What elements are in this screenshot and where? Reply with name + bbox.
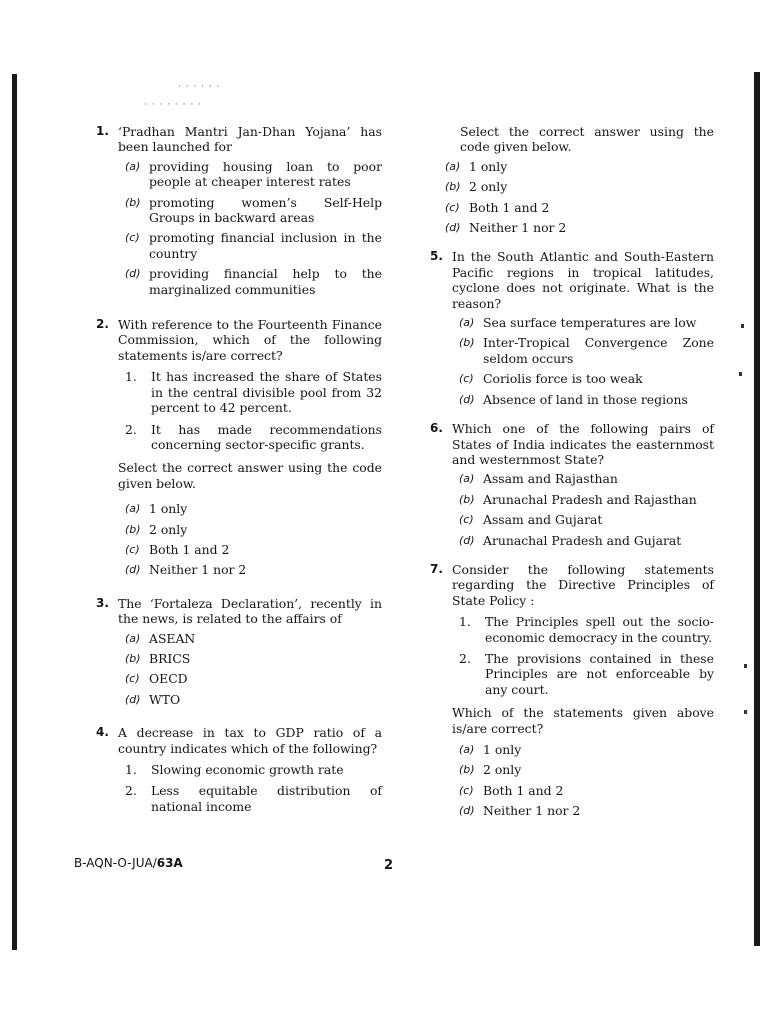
option-text: providing housing loan to poor people at cheaper interest rates — [149, 158, 382, 190]
option-a — [452, 471, 714, 486]
option-label: (a) — [459, 472, 475, 486]
page-scan-edge-left — [12, 74, 17, 950]
option-label: (b) — [459, 492, 475, 506]
booklet-code-series: 63A — [156, 856, 183, 870]
question-number: 1. — [96, 124, 109, 138]
option-text: 1 only — [149, 501, 188, 517]
option-text: Both 1 and 2 — [149, 541, 230, 557]
option-text: Neither 1 nor 2 — [469, 220, 567, 236]
option-text: ASEAN — [149, 630, 196, 646]
option-label: (c) — [445, 200, 460, 214]
options-list — [452, 315, 714, 407]
question-text: With reference to the Fourteenth Finance Commission, which of the following statements is/are correct? — [118, 317, 382, 363]
option-text: promoting financial inclusion in the country — [149, 230, 382, 261]
select-instruction: Which of the statements given above is/are correct? — [452, 705, 714, 736]
option-label: (a) — [125, 159, 141, 173]
page-scan-edge-right — [754, 72, 760, 946]
statement-1 — [452, 614, 714, 645]
options-list — [452, 471, 714, 548]
option-label: (c) — [459, 513, 474, 527]
question-number: 6. — [430, 421, 443, 436]
option-text: Neither 1 nor 2 — [483, 803, 581, 819]
option-label: (a) — [125, 631, 141, 645]
option-c — [118, 542, 382, 557]
option-text: Assam and Gujarat — [483, 512, 603, 528]
option-c — [452, 371, 714, 386]
option-label: (c) — [125, 672, 140, 686]
option-text: providing financial help to the marginalized communities — [149, 266, 382, 297]
question-number: 7. — [430, 561, 443, 576]
question-number: 4. — [96, 725, 109, 740]
option-a — [452, 742, 714, 757]
statement-text: It has made recommendations concerning sector-specific grants. — [151, 421, 382, 452]
option-text: Inter-Tropical Convergence Zone seldom occurs — [483, 335, 714, 366]
question-7 — [430, 562, 714, 819]
option-label: (b) — [125, 195, 141, 209]
option-label: (d) — [125, 267, 141, 281]
option-label: (b) — [459, 763, 475, 777]
option-label: (d) — [459, 804, 475, 818]
option-c — [118, 230, 382, 261]
option-label: (d) — [445, 221, 461, 235]
statement-1 — [118, 762, 382, 777]
question-text: The ‘Fortaleza Declaration’, recently in the news, is related to the affairs of — [118, 595, 382, 627]
option-label: (c) — [125, 231, 140, 245]
scan-mark — [744, 710, 747, 714]
question-text: Which one of the following pairs of States of India indicates the easternmost and westernmost State? — [452, 421, 714, 467]
booklet-code — [74, 856, 183, 870]
statement-text: Less equitable distribution of national income — [151, 783, 382, 814]
question-number: 3. — [96, 595, 109, 610]
question-number: 5. — [430, 249, 443, 264]
option-text: Arunachal Pradesh and Gujarat — [483, 532, 682, 548]
option-d — [118, 266, 382, 297]
option-text: Assam and Rajasthan — [483, 471, 618, 487]
scan-mark — [739, 372, 742, 376]
option-b — [452, 762, 714, 777]
option-b — [118, 651, 382, 666]
option-b — [452, 492, 714, 507]
question-3 — [96, 596, 382, 707]
statement-number: 2. — [125, 783, 137, 799]
option-text: 1 only — [483, 742, 522, 757]
option-a — [118, 501, 382, 516]
scan-mark — [744, 664, 747, 668]
option-label: (b) — [125, 651, 141, 665]
question-number: 2. — [96, 317, 109, 332]
option-text: promoting women’s Self-Help Groups in backward areas — [149, 194, 382, 226]
left-column — [96, 124, 382, 814]
option-label: (d) — [125, 692, 141, 706]
option-c — [438, 200, 714, 215]
options-list — [438, 159, 714, 236]
option-text: Neither 1 nor 2 — [149, 562, 247, 578]
option-a — [452, 315, 714, 330]
options-list — [118, 501, 382, 578]
option-label: (c) — [459, 372, 474, 386]
question-text: In the South Atlantic and South-Eastern Pacific regions in tropical latitudes, cyclone does not originate. What is the reason? — [452, 249, 714, 311]
statement-number: 1. — [125, 369, 137, 385]
statement-2 — [452, 651, 714, 697]
faded-header-artifact: · · · · · · · · · · · · · · — [144, 82, 221, 110]
options-list — [118, 159, 382, 297]
statement-text: The provisions contained in these Principles are not enforceable by any court. — [485, 650, 714, 697]
option-text: 2 only — [149, 521, 188, 537]
option-d — [118, 692, 382, 707]
option-label: (d) — [125, 563, 141, 577]
option-c — [452, 783, 714, 798]
option-text: Sea surface temperatures are low — [483, 315, 697, 331]
option-d — [452, 803, 714, 818]
option-label: (a) — [459, 743, 475, 756]
statement-number: 2. — [459, 650, 471, 666]
statement-number: 1. — [125, 762, 137, 777]
option-label: (b) — [125, 522, 141, 536]
option-d — [118, 562, 382, 577]
statement-1 — [118, 369, 382, 415]
option-label: (a) — [459, 316, 475, 330]
option-b — [452, 335, 714, 366]
option-text: 2 only — [483, 762, 522, 778]
question-4 — [96, 725, 382, 814]
option-text: 1 only — [469, 158, 508, 174]
statement-number: 2. — [125, 421, 137, 437]
statement-text: Slowing economic growth rate — [151, 762, 344, 777]
option-text: Coriolis force is too weak — [483, 371, 643, 387]
page-number: 2 — [384, 858, 394, 873]
option-c — [452, 512, 714, 527]
statement-text: The Principles spell out the socio-economic democracy in the country. — [485, 614, 714, 645]
option-b — [438, 179, 714, 194]
question-2 — [96, 317, 382, 578]
option-text: Absence of land in those regions — [483, 391, 688, 407]
option-label: (a) — [445, 159, 461, 173]
option-label: (a) — [125, 502, 141, 516]
question-4-continued — [430, 124, 714, 235]
option-text: OECD — [149, 671, 188, 687]
question-1 — [96, 124, 382, 297]
question-text: ‘Pradhan Mantri Jan-Dhan Yojana’ has been launched for — [118, 124, 382, 155]
option-a — [438, 159, 714, 174]
option-label: (c) — [459, 783, 474, 797]
statement-2 — [118, 422, 382, 453]
option-label: (d) — [459, 533, 475, 547]
booklet-code-prefix: B-AQN-O-JUA/ — [74, 856, 157, 870]
option-b — [118, 195, 382, 226]
right-column — [430, 124, 714, 824]
question-text: Consider the following statements regarding the Directive Principles of State Policy : — [452, 561, 714, 608]
option-text: BRICS — [149, 650, 191, 666]
option-text: Both 1 and 2 — [483, 782, 564, 798]
option-d — [452, 392, 714, 407]
option-text: Arunachal Pradesh and Rajasthan — [483, 491, 697, 507]
options-list — [452, 742, 714, 819]
option-label: (d) — [459, 392, 475, 406]
option-label: (c) — [125, 542, 140, 556]
statement-text: It has increased the share of States in the central divisible pool from 32 percent to 42 percent. — [151, 369, 382, 416]
option-text: WTO — [149, 691, 181, 707]
option-b — [118, 522, 382, 537]
select-instruction: Select the correct answer using the code given below. — [118, 460, 382, 491]
option-d — [438, 220, 714, 235]
options-list — [118, 631, 382, 708]
option-a — [118, 631, 382, 646]
statement-2 — [118, 783, 382, 814]
select-instruction: Select the correct answer using the code given below. — [460, 124, 714, 155]
statement-number: 1. — [459, 614, 471, 630]
option-a — [118, 159, 382, 190]
question-5 — [430, 249, 714, 407]
scan-mark — [741, 324, 744, 328]
option-label: (b) — [459, 336, 475, 350]
option-label: (b) — [445, 180, 461, 194]
option-text: Both 1 and 2 — [469, 199, 550, 215]
option-c — [118, 671, 382, 686]
question-text: A decrease in tax to GDP ratio of a country indicates which of the following? — [118, 725, 382, 756]
option-d — [452, 533, 714, 548]
option-text: 2 only — [469, 179, 508, 195]
question-6 — [430, 421, 714, 548]
